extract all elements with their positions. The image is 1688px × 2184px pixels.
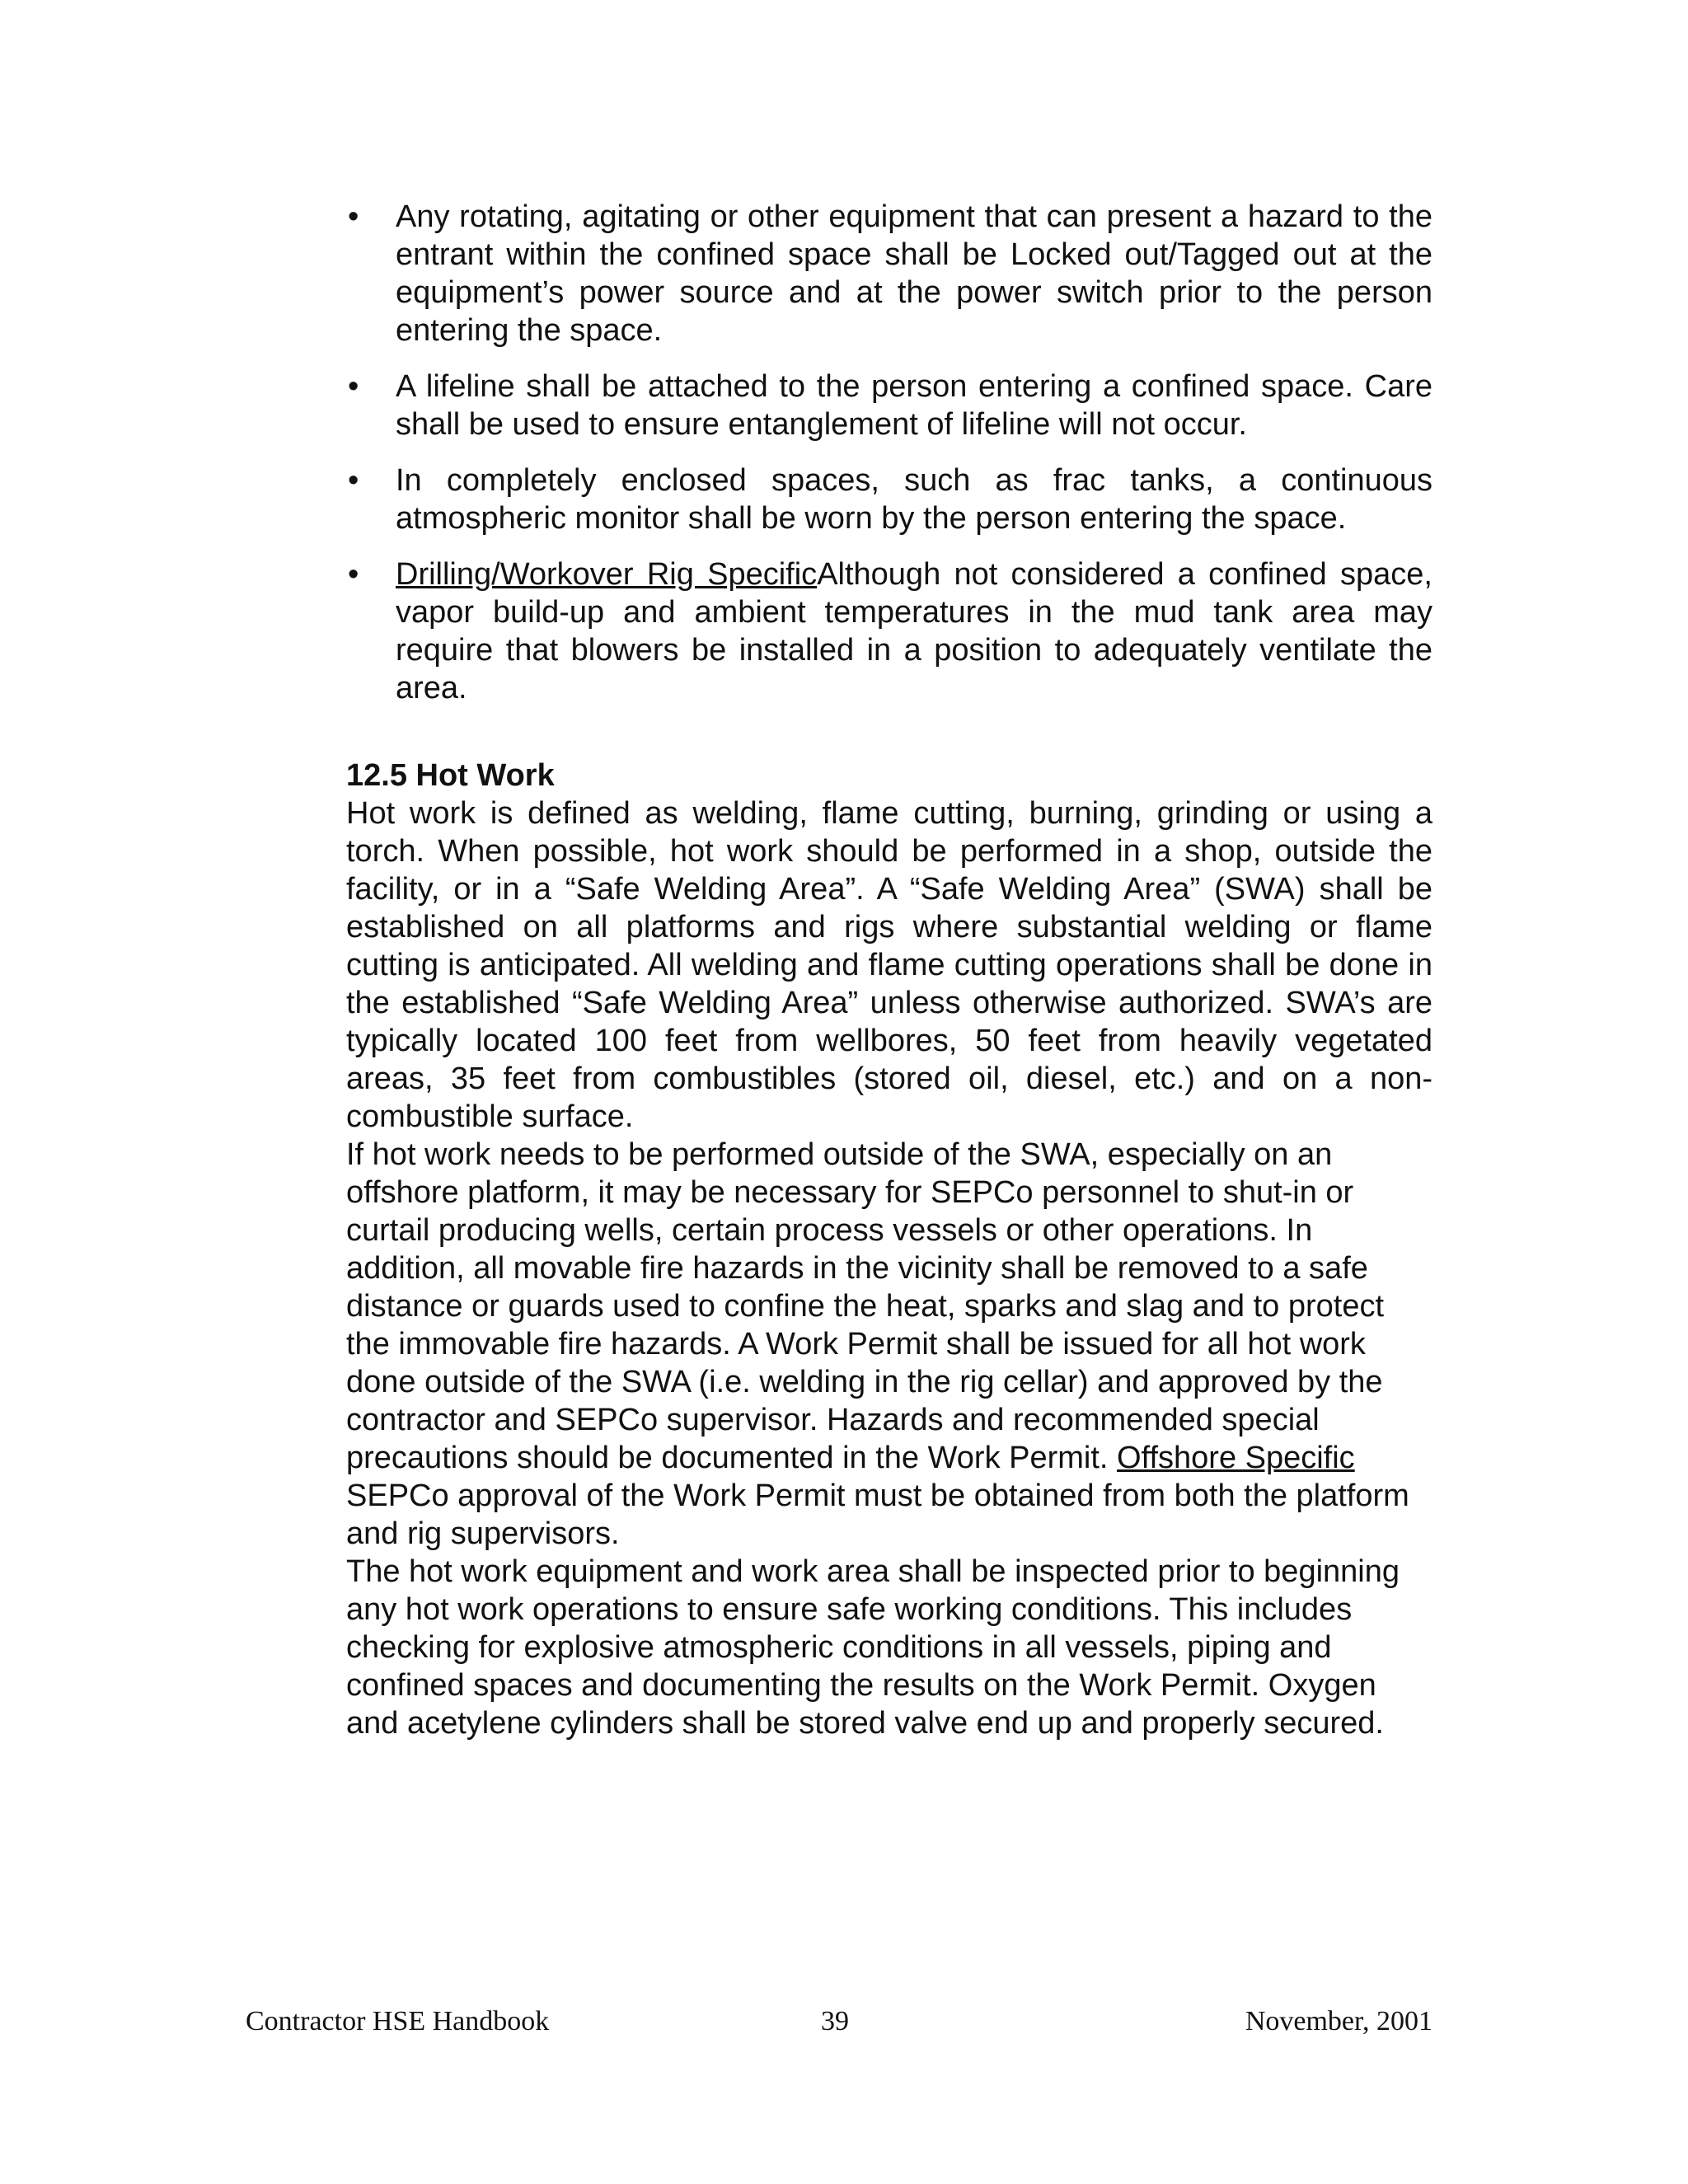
- bullet-icon: •: [348, 199, 359, 234]
- paragraph-text: If hot work needs to be performed outside of the SWA, especially on an offshore platform, it may be necessary for SEPCo personnel to shut-in or curtail producing wells, certain process vessels or other operations. In addition, all movable fire hazards in the vicinity shall be removed to a safe distance or guards used to confine the heat, sparks and slag and to protect the immovable fire hazards. A Work Permit shall be issued for all hot work done outside of the SWA (i.e. welding in the rig cellar) and approved by the contractor and SEPCo supervisor. Hazards and recommended special precautions should be documented in the Work Permit.: [346, 1137, 1385, 1475]
- footer-title: Contractor HSE Handbook: [246, 2006, 550, 2036]
- paragraph-hot-work-definition: Hot work is defined as welding, flame cutting, burning, grinding or using a torch. When possible, hot work should be performed in a shop, outside the facility, or in a “Safe Welding Area”. A “Safe Welding Area” (SWA) shall be established on all platforms and rigs where substantial welding or flame cutting is anticipated. All welding and flame cutting operations shall be done in the established “Safe Welding Area” unless otherwise authorized. SWA’s are typically located 100 feet from wellbores, 50 feet from heavily vegetated areas, 35 feet from combustibles (stored oil, diesel, etc.) and on a non-combustible surface.: [346, 796, 1432, 1134]
- bullet-icon: •: [348, 557, 359, 592]
- page-footer: [246, 2006, 1432, 2042]
- list-item: [346, 555, 1432, 707]
- bullet-text: Any rotating, agitating or other equipment that can present a hazard to the entrant within the confined space shall be Locked out/Tagged out at the equipment’s power source and at the power switch prior to the person entering the space.: [396, 199, 1432, 348]
- bullet-icon: •: [348, 463, 359, 498]
- page-number: 39: [821, 2006, 849, 2036]
- underlined-label: Drilling/Workover Rig Specific: [396, 557, 818, 592]
- list-item: [346, 198, 1432, 349]
- underlined-label: Offshore Specific: [1117, 1441, 1355, 1475]
- footer-date: November, 2001: [1245, 2006, 1432, 2036]
- list-item: [346, 368, 1432, 443]
- section-heading: 12.5 Hot Work: [346, 758, 555, 793]
- paragraph-text: SEPCo approval of the Work Permit must be obtained from both the platform and rig supervisors.: [346, 1479, 1409, 1551]
- page-content: [346, 198, 1432, 1742]
- bullet-text: In completely enclosed spaces, such as frac tanks, a continuous atmospheric monitor shall be worn by the person entering the space.: [396, 463, 1432, 536]
- bullet-text: A lifeline shall be attached to the person entering a confined space. Care shall be used to ensure entanglement of lifeline will not occur.: [396, 369, 1432, 442]
- paragraph-outside-swa: [346, 1136, 1432, 1553]
- bullet-text: Although not considered a confined space, vapor build-up and ambient temperatures in the mud tank area may require that blowers be installed in a position to adequately ventilate the area.: [396, 557, 1432, 705]
- list-item: [346, 462, 1432, 537]
- bullet-icon: •: [348, 369, 359, 404]
- paragraph-inspection: The hot work equipment and work area shall be inspected prior to beginning any hot work operations to ensure safe working conditions. This includes checking for explosive atmospheric conditions in all vessels, piping and confined spaces and documenting the results on the Work Permit. Oxygen and acetylene cylinders shall be stored valve end up and properly secured.: [346, 1554, 1400, 1741]
- bullet-list: [346, 198, 1432, 707]
